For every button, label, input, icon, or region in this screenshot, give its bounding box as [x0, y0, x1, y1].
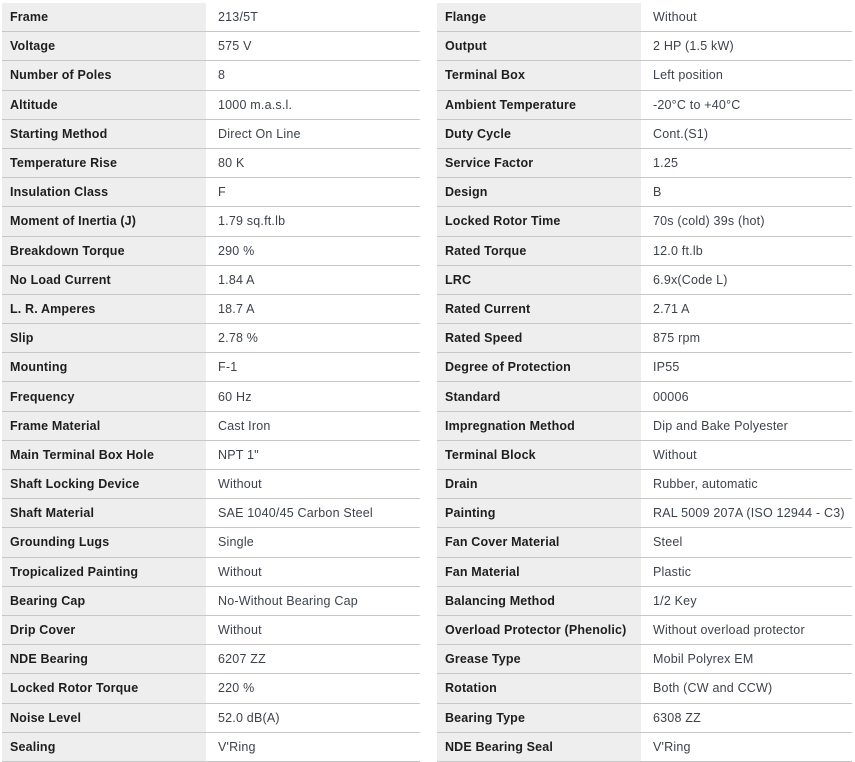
spec-label: Service Factor — [437, 149, 641, 177]
spec-row — [437, 470, 852, 499]
spec-label: Grease Type — [437, 645, 641, 673]
spec-label: Frequency — [2, 382, 206, 410]
spec-label: Degree of Protection — [437, 353, 641, 381]
spec-label: Starting Method — [2, 120, 206, 148]
spec-row — [437, 528, 852, 557]
spec-row — [437, 353, 852, 382]
spec-row — [437, 412, 852, 441]
spec-row — [437, 178, 852, 207]
spec-table-left — [2, 3, 420, 762]
spec-label: Number of Poles — [2, 61, 206, 89]
spec-row — [2, 645, 420, 674]
spec-value: 1.79 sq.ft.lb — [218, 214, 286, 229]
spec-value: Rubber, automatic — [653, 477, 758, 492]
spec-value: No-Without Bearing Cap — [218, 593, 358, 608]
spec-value: 213/5T — [218, 10, 259, 25]
spec-label: Rated Speed — [437, 324, 641, 352]
spec-value: Mobil Polyrex EM — [653, 652, 754, 667]
spec-row — [437, 120, 852, 149]
spec-row — [437, 558, 852, 587]
spec-value: F-1 — [218, 360, 238, 375]
spec-label: L. R. Amperes — [2, 295, 206, 323]
spec-value: 60 Hz — [218, 389, 252, 404]
spec-label: Bearing Type — [437, 704, 641, 732]
spec-label: LRC — [437, 266, 641, 294]
spec-label: Ambient Temperature — [437, 91, 641, 119]
spec-label: Moment of Inertia (J) — [2, 207, 206, 235]
spec-row — [437, 149, 852, 178]
spec-label: Overload Protector (Phenolic) — [437, 616, 641, 644]
spec-label: Noise Level — [2, 704, 206, 732]
spec-label: Standard — [437, 382, 641, 410]
spec-label: Design — [437, 178, 641, 206]
spec-row — [2, 470, 420, 499]
spec-value: 6.9x(Code L) — [653, 272, 728, 287]
spec-label: Rated Current — [437, 295, 641, 323]
spec-label: No Load Current — [2, 266, 206, 294]
spec-label: Balancing Method — [437, 587, 641, 615]
spec-value: Dip and Bake Polyester — [653, 418, 789, 433]
spec-value: Direct On Line — [218, 126, 301, 141]
spec-label: Shaft Material — [2, 499, 206, 527]
spec-label: Frame — [2, 3, 206, 31]
spec-label: Frame Material — [2, 412, 206, 440]
spec-value: IP55 — [653, 360, 680, 375]
spec-value: RAL 5009 207A (ISO 12944 - C3) — [653, 506, 845, 521]
spec-label: Temperature Rise — [2, 149, 206, 177]
spec-value: Without — [218, 477, 262, 492]
spec-row — [437, 441, 852, 470]
spec-label: NDE Bearing — [2, 645, 206, 673]
spec-value: F — [218, 185, 226, 200]
spec-row — [2, 149, 420, 178]
spec-table-right — [437, 3, 852, 762]
spec-row — [437, 324, 852, 353]
spec-row — [2, 616, 420, 645]
spec-value: 6308 ZZ — [653, 710, 701, 725]
spec-row — [2, 558, 420, 587]
spec-row — [2, 704, 420, 733]
spec-value: 52.0 dB(A) — [218, 710, 280, 725]
spec-row — [2, 382, 420, 411]
spec-value: Both (CW and CCW) — [653, 681, 773, 696]
spec-row — [437, 733, 852, 762]
spec-value: 1.25 — [653, 156, 679, 171]
spec-value: Without — [218, 564, 262, 579]
spec-value: 70s (cold) 39s (hot) — [653, 214, 765, 229]
spec-row — [2, 237, 420, 266]
spec-value: Plastic — [653, 564, 692, 579]
spec-label: Rotation — [437, 674, 641, 702]
spec-value: 12.0 ft.lb — [653, 243, 703, 258]
spec-label: Altitude — [2, 91, 206, 119]
spec-value: SAE 1040/45 Carbon Steel — [218, 506, 373, 521]
spec-row — [437, 32, 852, 61]
spec-value: -20°C to +40°C — [653, 97, 741, 112]
spec-label: Impregnation Method — [437, 412, 641, 440]
spec-label: Main Terminal Box Hole — [2, 441, 206, 469]
spec-label: Insulation Class — [2, 178, 206, 206]
spec-row — [2, 324, 420, 353]
spec-row — [437, 674, 852, 703]
spec-row — [437, 704, 852, 733]
spec-row — [2, 295, 420, 324]
spec-row — [2, 587, 420, 616]
spec-row — [437, 3, 852, 32]
spec-value: 290 % — [218, 243, 255, 258]
spec-row — [437, 61, 852, 90]
spec-label: Fan Cover Material — [437, 528, 641, 556]
spec-value: 1000 m.a.s.l. — [218, 97, 293, 112]
spec-value: NPT 1" — [218, 447, 259, 462]
spec-row — [2, 353, 420, 382]
spec-label: Shaft Locking Device — [2, 470, 206, 498]
spec-value: Without — [653, 10, 697, 25]
spec-value: Cont.(S1) — [653, 126, 709, 141]
spec-label: Painting — [437, 499, 641, 527]
spec-value: V'Ring — [218, 739, 256, 754]
spec-label: Terminal Box — [437, 61, 641, 89]
spec-row — [2, 412, 420, 441]
spec-value: Left position — [653, 68, 724, 83]
spec-row — [2, 178, 420, 207]
spec-label: Drain — [437, 470, 641, 498]
spec-value: 6207 ZZ — [218, 652, 266, 667]
spec-value: 220 % — [218, 681, 255, 696]
spec-value: V'Ring — [653, 739, 691, 754]
spec-label: NDE Bearing Seal — [437, 733, 641, 761]
spec-label: Flange — [437, 3, 641, 31]
spec-row — [437, 91, 852, 120]
spec-row — [2, 207, 420, 236]
spec-row — [437, 266, 852, 295]
spec-row — [437, 587, 852, 616]
spec-label: Output — [437, 32, 641, 60]
spec-label: Grounding Lugs — [2, 528, 206, 556]
spec-value: 00006 — [653, 389, 689, 404]
spec-value: Without overload protector — [653, 623, 805, 638]
spec-row — [437, 207, 852, 236]
spec-row — [2, 266, 420, 295]
spec-label: Breakdown Torque — [2, 237, 206, 265]
spec-row — [2, 674, 420, 703]
spec-value: 2.71 A — [653, 301, 690, 316]
spec-value: Steel — [653, 535, 683, 550]
spec-row — [2, 3, 420, 32]
spec-value: 1.84 A — [218, 272, 255, 287]
spec-value: Without — [653, 447, 697, 462]
spec-row — [2, 441, 420, 470]
spec-value: B — [653, 185, 662, 200]
spec-row — [437, 295, 852, 324]
spec-row — [2, 733, 420, 762]
spec-row — [2, 528, 420, 557]
spec-row — [437, 645, 852, 674]
spec-value: 8 — [218, 68, 226, 83]
spec-row — [2, 61, 420, 90]
spec-value: 80 K — [218, 156, 245, 171]
spec-value: 18.7 A — [218, 301, 255, 316]
spec-value: 2.78 % — [218, 331, 259, 346]
spec-value: 2 HP (1.5 kW) — [653, 39, 734, 54]
spec-value: 1/2 Key — [653, 593, 697, 608]
spec-row — [437, 237, 852, 266]
spec-label: Fan Material — [437, 558, 641, 586]
spec-label: Slip — [2, 324, 206, 352]
spec-label: Locked Rotor Torque — [2, 674, 206, 702]
spec-label: Duty Cycle — [437, 120, 641, 148]
spec-value: 575 V — [218, 39, 252, 54]
spec-label: Drip Cover — [2, 616, 206, 644]
spec-label: Bearing Cap — [2, 587, 206, 615]
spec-row — [2, 120, 420, 149]
spec-row — [2, 91, 420, 120]
spec-label: Mounting — [2, 353, 206, 381]
spec-row — [437, 616, 852, 645]
spec-row — [437, 499, 852, 528]
spec-label: Terminal Block — [437, 441, 641, 469]
spec-value: Cast Iron — [218, 418, 271, 433]
spec-row — [437, 382, 852, 411]
spec-value: Without — [218, 623, 262, 638]
spec-label: Sealing — [2, 733, 206, 761]
spec-label: Rated Torque — [437, 237, 641, 265]
spec-row — [2, 32, 420, 61]
spec-value: 875 rpm — [653, 331, 701, 346]
spec-value: Single — [218, 535, 254, 550]
spec-label: Locked Rotor Time — [437, 207, 641, 235]
spec-label: Tropicalized Painting — [2, 558, 206, 586]
spec-label: Voltage — [2, 32, 206, 60]
spec-row — [2, 499, 420, 528]
